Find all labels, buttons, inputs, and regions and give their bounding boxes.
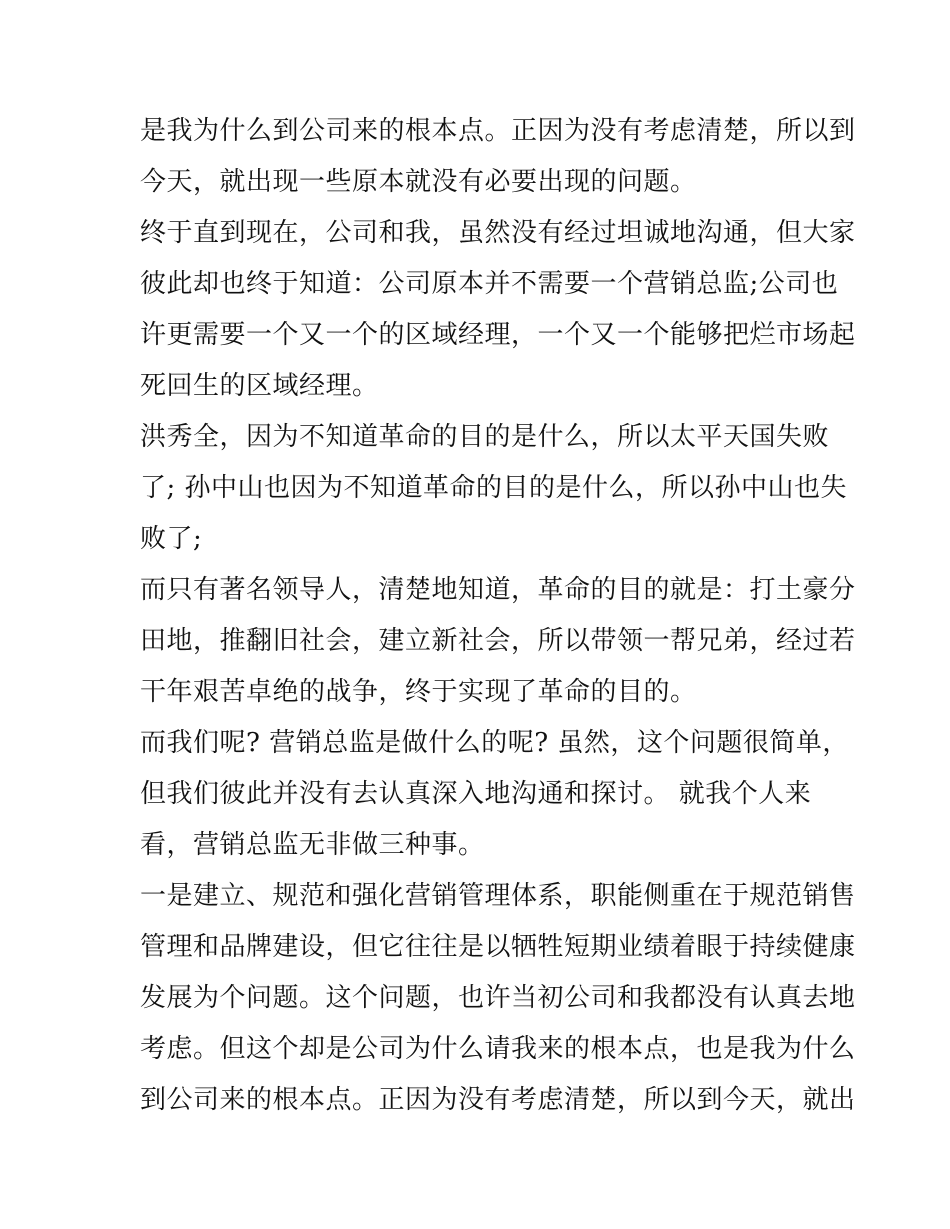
text-line: 是我为什么到公司来的根本点。正因为没有考虑清楚，所以到 xyxy=(140,116,856,146)
text-line: 但我们彼此并没有去认真深入地沟通和探讨。 就我个人来 xyxy=(140,779,812,809)
text-line: 发展为个问题。这个问题，也许当初公司和我都没有认真去地 xyxy=(140,983,856,1013)
text-line: 干年艰苦卓绝的战争，终于实现了革命的目的。 xyxy=(140,677,697,707)
text-line: 了; 孙中山也因为不知道革命的目的是什么，所以孙中山也失 xyxy=(140,473,848,503)
text-line: 彼此却也终于知道：公司原本并不需要一个营销总监;公司也 xyxy=(140,269,839,299)
text-line: 而我们呢? 营销总监是做什么的呢? 虽然，这个问题很简单， xyxy=(140,728,849,758)
text-line: 洪秀全，因为不知道革命的目的是什么，所以太平天国失败 xyxy=(140,422,830,452)
text-line: 一是建立、规范和强化营销管理体系，职能侧重在于规范销售 xyxy=(140,881,856,911)
text-line: 考虑。但这个却是公司为什么请我来的根本点，也是我为什么 xyxy=(140,1034,856,1064)
text-line: 而只有著名领导人，清楚地知道，革命的目的就是：打土豪分 xyxy=(140,575,856,605)
text-line: 败了; xyxy=(140,524,203,554)
text-line: 管理和品牌建设，但它往往是以牺牲短期业绩着眼于持续健康 xyxy=(140,932,856,962)
text-line: 看，营销总监无非做三种事。 xyxy=(140,830,485,860)
text-line: 到公司来的根本点。正因为没有考虑清楚，所以到今天，就出 xyxy=(140,1085,856,1115)
text-line: 田地，推翻旧社会，建立新社会，所以带领一帮兄弟，经过若 xyxy=(140,626,856,656)
text-line: 今天，就出现一些原本就没有必要出现的问题。 xyxy=(140,167,697,197)
text-line: 死回生的区域经理。 xyxy=(140,371,379,401)
text-line: 终于直到现在，公司和我，虽然没有经过坦诚地沟通，但大家 xyxy=(140,218,856,248)
body-text xyxy=(140,106,856,1126)
text-line: 许更需要一个又一个的区域经理，一个又一个能够把烂市场起 xyxy=(140,320,856,350)
